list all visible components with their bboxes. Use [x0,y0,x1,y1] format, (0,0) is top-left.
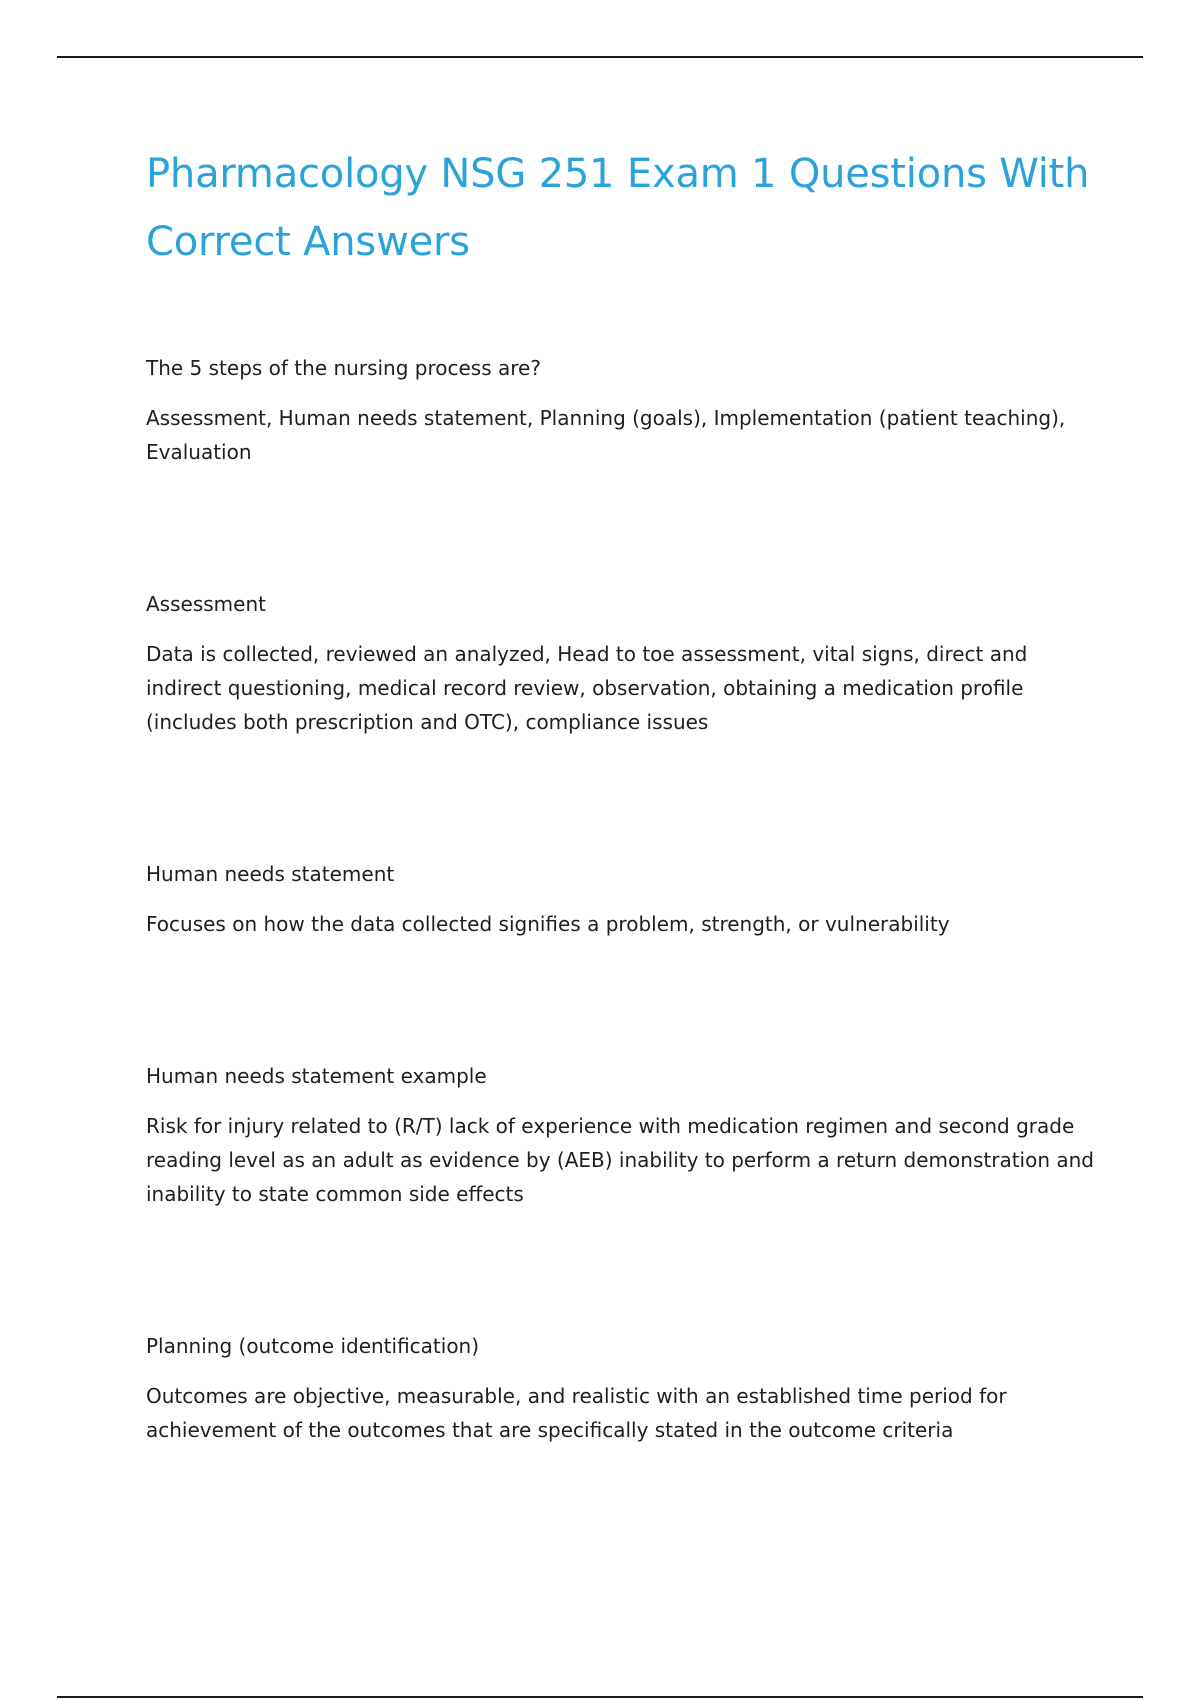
document-content [146,140,1096,1447]
question-text: Human needs statement [146,862,395,886]
qa-item [146,587,1096,739]
document-title: Pharmacology NSG 251 Exam 1 Questions With Correct Answers [146,151,1090,265]
qa-item [146,857,1096,941]
question-text: Human needs statement example [146,1064,487,1088]
top-divider [57,56,1143,58]
qa-item [146,1059,1096,1211]
question-text: Assessment [146,592,266,616]
qa-item [146,351,1096,469]
answer-text: Data is collected, reviewed an analyzed, Head to toe assessment, vital signs, direct and indirect questioning, medical record review, observation, obtaining a medication profile (includes both prescription and OTC), compliance issues [146,642,1028,734]
answer-text: Focuses on how the data collected signifies a problem, strength, or vulnerability [146,912,950,936]
answer-text: Assessment, Human needs statement, Planning (goals), Implementation (patient teaching), Evaluation [146,406,1066,464]
question-text: The 5 steps of the nursing process are? [146,356,541,380]
answer-text: Outcomes are objective, measurable, and realistic with an established time period for achievement of the outcomes that are specifically stated in the outcome criteria [146,1384,1007,1442]
question-text: Planning (outcome identification) [146,1334,480,1358]
bottom-divider [57,1696,1143,1698]
qa-item [146,1329,1096,1447]
answer-text: Risk for injury related to (R/T) lack of experience with medication regimen and second grade reading level as an adult as evidence by (AEB) inability to perform a return demonstration and inability to state common side effects [146,1114,1094,1206]
qa-list [146,351,1096,1447]
